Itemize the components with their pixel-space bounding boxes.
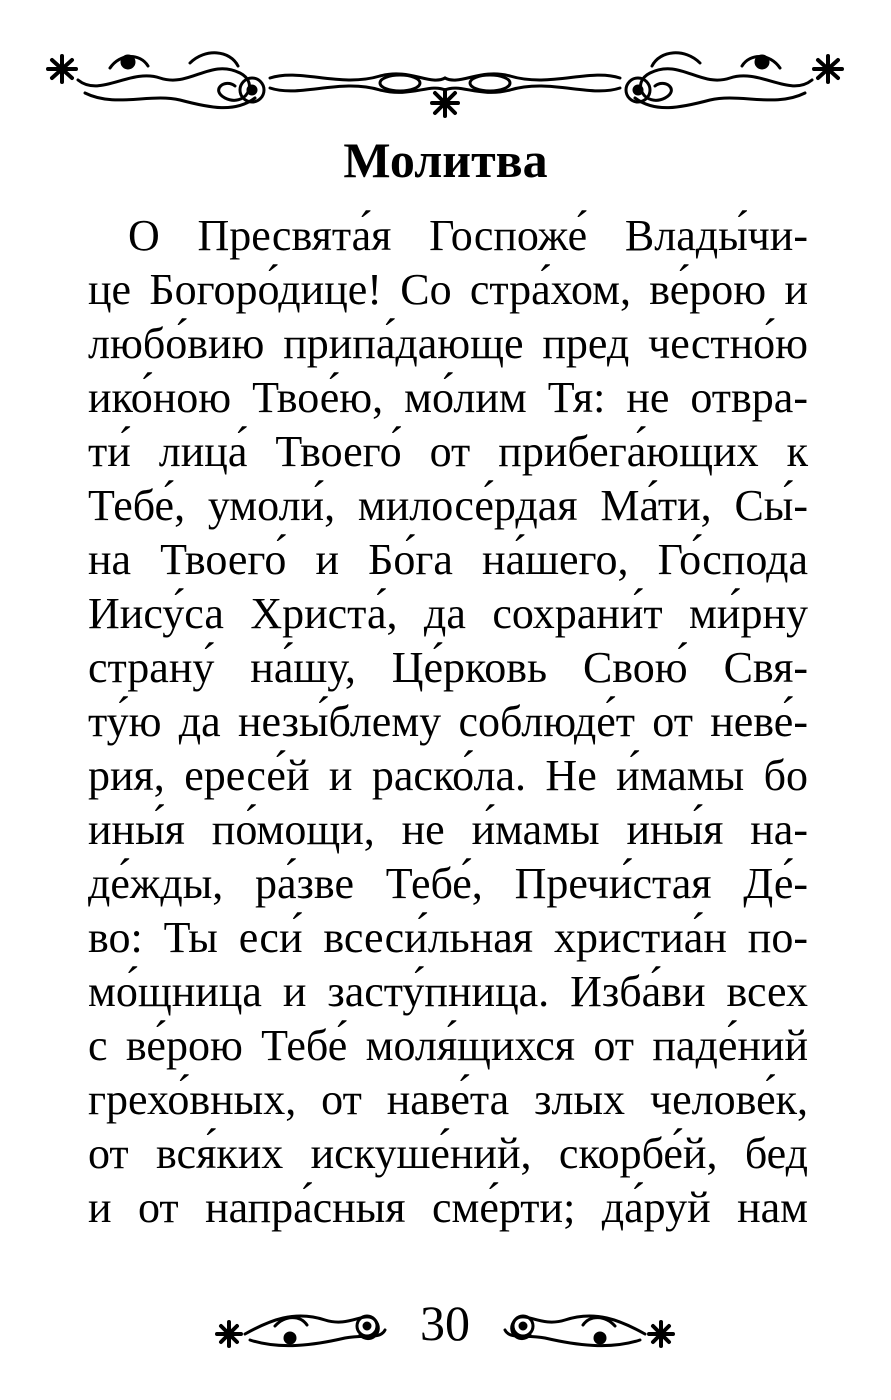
text-line: О Пресвята́я Госпоже́ Влады́чи- [128,211,808,260]
text-line: мо́щница и засту́пница. Изба́ви всех [88,967,808,1016]
text-line: ти́ лица́ Твоего́ от прибега́ющих к [88,427,808,476]
text-line: грехо́вных, от наве́та злых челове́к, [88,1075,808,1124]
top-ornament-divider [40,38,850,118]
text-line: ико́ною Твое́ю, мо́лим Тя: не отвра- [88,373,808,422]
right-star-icon [814,56,842,82]
text-line: рия, ересе́й и раско́ла. Не и́мамы бо [88,751,808,800]
footer-left-ornament-icon [215,1290,390,1356]
text-line: Тебе́, умоли́, милосе́рдая Ма́ти, Сы́- [88,481,808,530]
text-line: на Твоего́ и Бо́га на́шего, Го́спода [88,535,808,584]
center-star-icon [432,90,458,116]
text-line: во: Ты еси́ всеси́льная христиа́н по- [88,913,808,962]
text-line: Иису́са Христа́, да сохрани́т ми́рну [88,589,808,638]
prayer-title: Молитва [343,132,548,188]
prayer-text [88,209,808,1235]
text-line: ины́я по́мощи, не и́мамы ины́я на- [88,805,808,854]
text-line: де́жды, ра́зве Тебе́, Пречи́стая Де́- [88,859,808,908]
text-line: любо́вию припа́дающе пред честно́ю [88,319,808,368]
text-line: от вся́ких искуше́ний, скорбе́й, бед [88,1129,808,1178]
text-line: це Богоро́дице! Со стра́хом, ве́рою и [88,265,808,314]
page-number: 30 [420,1295,470,1351]
text-line: и от напра́сныя сме́рти; да́руй нам [88,1183,808,1232]
text-line: ту́ю да незы́блему соблюде́т от неве́- [88,697,808,746]
text-line: с ве́рою Тебе́ моля́щихся от паде́ний [88,1021,808,1070]
left-star-icon [48,56,76,82]
text-line: страну́ на́шу, Це́рковь Свою́ Свя- [88,643,808,692]
footer-right-ornament-icon [500,1290,675,1356]
page-footer [215,1290,675,1360]
